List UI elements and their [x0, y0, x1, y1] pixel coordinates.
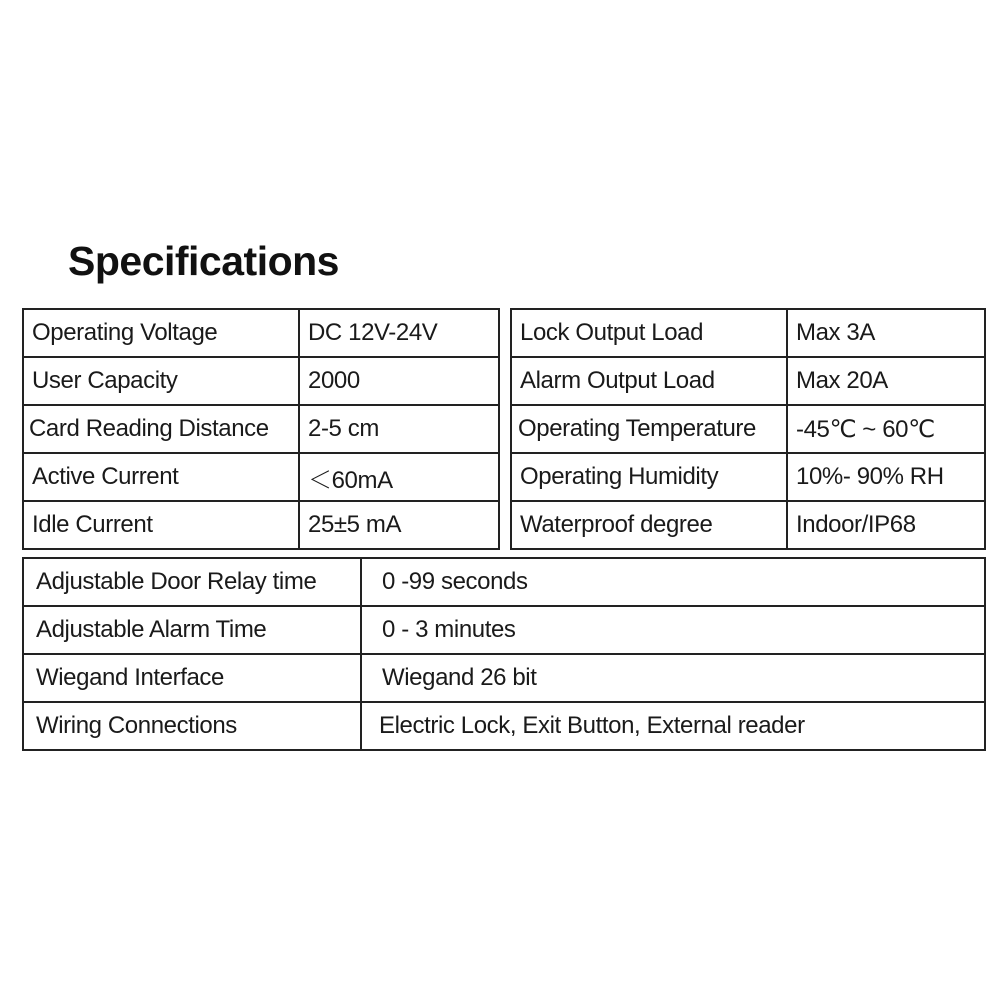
spec-label: Wiegand Interface — [23, 654, 361, 702]
spec-value: ＜60mA — [299, 453, 499, 501]
spec-value: DC 12V-24V — [299, 309, 499, 357]
spec-label: Adjustable Door Relay time — [23, 558, 361, 606]
spec-value: 10%- 90% RH — [787, 453, 985, 501]
spec-value: Indoor/IP68 — [787, 501, 985, 549]
table-row — [511, 405, 985, 453]
table-row — [23, 702, 985, 750]
spec-label: Card Reading Distance — [23, 405, 299, 453]
table-row — [511, 501, 985, 549]
spec-label: User Capacity — [23, 357, 299, 405]
table-row — [511, 453, 985, 501]
spec-label: Operating Humidity — [511, 453, 787, 501]
spec-table-left — [22, 308, 500, 550]
spec-label: Active Current — [23, 453, 299, 501]
spec-value: 0 -99 seconds — [361, 558, 985, 606]
spec-value: 25±5 mA — [299, 501, 499, 549]
spec-label: Alarm Output Load — [511, 357, 787, 405]
spec-label: Idle Current — [23, 501, 299, 549]
spec-value: Electric Lock, Exit Button, External reader — [361, 702, 985, 750]
spec-value: Max 20A — [787, 357, 985, 405]
spec-value: 2-5 cm — [299, 405, 499, 453]
table-row — [23, 405, 499, 453]
spec-label: Operating Voltage — [23, 309, 299, 357]
spec-label: Operating Temperature — [511, 405, 787, 453]
table-row — [23, 453, 499, 501]
table-row — [23, 606, 985, 654]
table-row — [511, 357, 985, 405]
spec-label: Adjustable Alarm Time — [23, 606, 361, 654]
table-row — [23, 501, 499, 549]
spec-table-right — [510, 308, 986, 550]
table-row — [23, 654, 985, 702]
table-row — [23, 357, 499, 405]
spec-value: 2000 — [299, 357, 499, 405]
spec-value: -45℃ ~ 60℃ — [787, 405, 985, 453]
spec-value: 0 - 3 minutes — [361, 606, 985, 654]
spec-label: Wiring Connections — [23, 702, 361, 750]
spec-value: Max 3A — [787, 309, 985, 357]
table-row — [23, 309, 499, 357]
page-title: Specifications — [68, 238, 339, 284]
spec-value: Wiegand 26 bit — [361, 654, 985, 702]
table-row — [511, 309, 985, 357]
table-row — [23, 558, 985, 606]
spec-label: Lock Output Load — [511, 309, 787, 357]
spec-table-bottom — [22, 557, 986, 751]
spec-label: Waterproof degree — [511, 501, 787, 549]
